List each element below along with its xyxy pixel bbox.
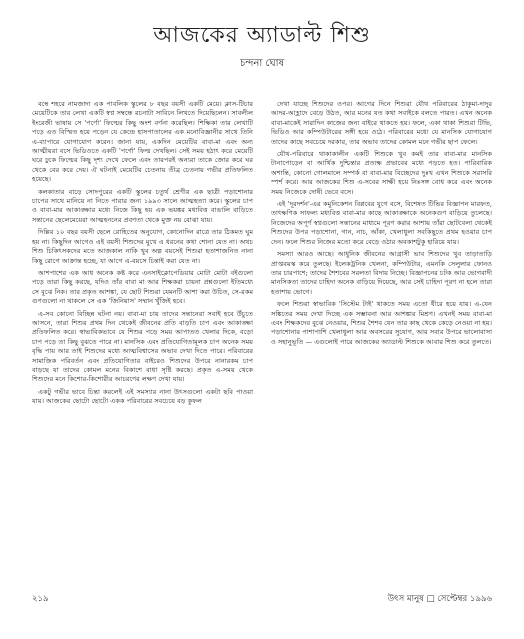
page-number: ২১৯ [32, 594, 49, 604]
issue-date: সেপ্টেম্বর ১৯৯৬ [437, 594, 492, 604]
article-title: আজকের অ্যাডাল্ট শিশু [153, 23, 371, 48]
magazine-info [387, 592, 492, 606]
right-column [271, 100, 492, 574]
footer-separator: □ [426, 594, 435, 604]
paragraph: একটু গভীর ভাবে চিন্তা করলেই এই সমস্যার নানা উৎসগুলো একটা ছবি পাওয়া যায়। আজকের ছোটো ছোটো একক পরিবারের সবচেয়ে বড় কুফল [32, 387, 253, 406]
paragraph: সমস্যা আরও আছে। আধুনিক জীবনের আগ্রাসী ভাব শিশুদের খুব তাড়াতাড়ি প্রাপ্তবয়স্ক করে তুলছে। ইলেকট্রনিক খেলনা, কম্পিউটার, এমনকি সেলুলার ফোনও তার চারপাশে; তাদের শৈশবের সরলতা বিদায় নিচ্ছে। বিজ্ঞাপনের চটক আর ভোগবাদী মানসিকতা তাদের চাহিদা অনেক বাড়িয়ে দিয়েছে, আর সেই চাহিদা পূরণ না হলে তারা হতাশায় ভোগে। [271, 250, 492, 296]
paragraph: কলকাতার বাড়ে সোদপুরের একটি স্কুলের চতুর্থ শ্রেণীর এক ছাত্রী পড়াশোনার চাপের সাথে মানিয়ে না নিতে পারার জন্য ১৯৯৩ সালে আত্মহত্যা করে। স্কুলের চাপ ও বাবা-মার আকাঙ্ক্ষার মধ্যে নিজে কিছু হয় এক ভয়ঙ্কর মধ্যবিত্ত বাঙালি বাড়িতে সন্তানের ছেলেমেয়েরা আত্মহননের প্রবণতা থেকে মুক্ত নয় বোঝা যায়। [32, 187, 253, 224]
paragraph: এই 'দূরদর্শন'-এর কমুনিকেশন বিপ্লবের যুগে বসে, বিশেষত টিভির বিজ্ঞাপন মারফত, তাৎক্ষণিক সাফল্য মধ্যবিত্ত বাবা-মার কাছে আকাঙ্ক্ষাকে অনেকগুণ বাড়িয়ে তুলেছে। নিজেদের অপূর্ণ স্বপ্নগুলো সন্তানের মাধ্যমে পূরণ করার আশায় তাঁরা ছোটবেলা থেকেই শিশুদের উপর পড়াশোনা, গান, নাচ, আঁকা, খেলাধুলা সবকিছুতে প্রথম হওয়ার চাপ দেন। ফলে শিশুর নিজের মতো করে বেড়ে ওঠার অবকাশটুকু হারিয়ে যায়। [271, 200, 492, 246]
magazine-name: উৎস মানুষ [387, 594, 424, 604]
paragraph: এ-সব কোনো বিচ্ছিন্ন ঘটনা নয়। বাবা-মা চায় তাদের সন্তানেরা সবাই হবে উঁচুতে আসনে, তারা শিশুর প্রথম দিন থেকেই জীবনের প্রতি বাড়তি চাপ এবং আকাঙ্ক্ষা প্রতিফলিত করে। স্বাভাবিকভাবে যে শিশুর পড়ে সময় আপাতত খেলার দিকে, বড়ো চাপ পড়ে তা কিছু বুঝতে পারে না। মানসিক এবং প্রতিযোগিতামূলক চাপ অনেক সময় বৃদ্ধি পায় আর তাই শিশুদের মধ্যে আত্মবিশ্বাসের অভাব দেখা দিতে পারে। পরিবারের সামাজিক পরিবর্তন এবং প্রতিযোগিতার বাইরেও শিশুদের উপরে নানারকম চাপ বাড়ছে যা তাদের কোমল মনের বিকাশে বাধা সৃষ্টি করছে। প্রকৃত এ-সময় থেকে শিশুদের মনে কিশোর-কিশোরীর আচরণের লক্ষণ দেখা যায়। [32, 309, 253, 384]
paragraph: দেখা যাচ্ছে শিশুদের ওপর। আগের দিনে শিশুরা যৌথ পরিবারের ঠাকুমা-দাদুর আদর-আহ্লাদে বেড়ে উঠত, আর মনের যত কথা সবাইকে বলতে পারত। এখন অনেক বাবা-মাকেই সারাদিন কাজের জন্য বাইরে থাকতে হয়। ফলে, একা থাকা শিশুরা টিভি, ভিডিও আর কম্পিউটারের সঙ্গী হয়ে ওঠে। পরিবারের মধ্যে যে মানসিক যোগাযোগ তাদের কাছে সবচেয়ে দরকার, তার অভাব তাদের কোমল মনে গভীর ছাপ ফেলে। [271, 100, 492, 146]
paragraph: আশপাশের এক আধ অনেক কষ্ট করে এনসাইক্লোপেডিয়ার মোটা মোটা বইগুলো পড়ে তারা কিছু করছে, যদিও তাঁর বাবা মা আর শিক্ষকরা চায়না প্রশ্নগুলো ইতিমধ্যে সে বুঝে নিক। তার প্রকৃত আশঙ্কা, যে ছোট শিশুরা যেমনটি আশা করা উচিত, সে-রকম গুণগুলো না থাকলে সে এক 'জিনিয়াস' সম্মান খুঁজিই হবে। [32, 268, 253, 306]
paragraph: বম্বে শহরে নামজাদা এক পাবলিক স্কুলের ৮ বছর বয়সী একটি মেয়ে। ক্লাস-টিচার মেয়েটিকে তার লেখা একটি স্বপ্ন সম্বন্ধে রচনাটা সাবিনে লিখতে দিয়েছিলেন। সাবলীল ইংরেজী ভাষায় সে 'পর্ণো' ফিল্মের কিছু অংশ বর্ণনা করেছিল। শিক্ষিকা তার লেখাটি পড়ে এত বিস্মিত হয়ে পড়েন যে কেন্দ্রে হাসপাতালের এক মনোবিজ্ঞানীর সাথে তিনি এ-ব্যাপারে যোগাযোগ করেন। জানা যায়, একদিন মেয়েটির বাবা-মা এবং অন্য আত্মীয়রা বসে ভিডিওতে একটি 'পর্ণো' ফিল্ম দেখছিল। সেই সময় হঠাৎ করে মেয়েটি ঘরে ঢুকে ফিল্মের কিছু দৃশ্য দেখে ফেলে এবং তারপরই অন্যরা তাকে জোর করে ঘর থেকে বের করে দেয়। ঐ ঘটনাই মেয়েটির চেতনায় তীব্র চেতনায় গভীর প্রতিফলিত হয়েছে। [32, 100, 253, 184]
paragraph: দিল্লির ১০ বছর বয়সী ছেলে রোহিতের অনুযোগ, কোনোদিন রাত্রে তার ঠিকমত ঘুম হয় না। কিছুদিন আগেও এই বয়সী শিশুদের মুখে এ ধরনের কথা শোনা যেত না। অথচ শিশু চিকিৎসকদের মতে আজকাল নাকি খুব অল্প বয়সেই শিশুরা হতাশাজনিত নানা কিছু রোগে আক্রান্ত হচ্ছে, যা আগে এ-বয়সে চিন্তাই করা যেত না। [32, 228, 253, 265]
paragraph: যৌথ-পরিবারে থাকাকালীন একটি শিশুকে খুব কমই তার বাবা-মার মানসিক টানাপোড়েন বা আর্থিক দুশ্চিন্তার প্রত্যক্ষ প্রভাবের মধ্যে পড়তে হত। পারিবারিক অশান্তি, কোনো গোলমালে সম্পর্ক বা বাবা-মার বিচ্ছেদের দুঃখ এখন শিশুকে সরাসরি স্পর্শ করে। আর আজকের শিশু এ-সবের সাক্ষী হয়ে নিঃসঙ্গ বোধ করে এবং অনেক সময় নিজেকে দোষী ভেবে বসে। [271, 150, 492, 196]
left-column [32, 100, 253, 574]
article-author: চন্দনা ঘোষ [239, 58, 285, 69]
paragraph: ফলে শিশুরা স্বাভাবিক 'সিস্টেম টাই' থাকতে সময় এতো ধীরে হয়ে যায়। এ-যেন সঙ্কিতের সময় দেখা দিচ্ছে এক সম্ভাবনা আর আশঙ্কার মিশ্রণ। এখনই সময় বাবা-মা এবং শিক্ষকদের বুঝে নেওয়ার, শিশুর শৈশব যেন তার কাছ থেকে কেড়ে নেওয়া না হয়। পড়াশোনার পাশাপাশি খেলাধুলা আর অবসরের সুযোগ, আর সবার উপরে ভালোবাসা ও সহানুভূতি — এগুলোই পারে আজকের অ্যাডাল্ট শিশুকে আবার শিশু করে তুলতে। [271, 300, 492, 346]
